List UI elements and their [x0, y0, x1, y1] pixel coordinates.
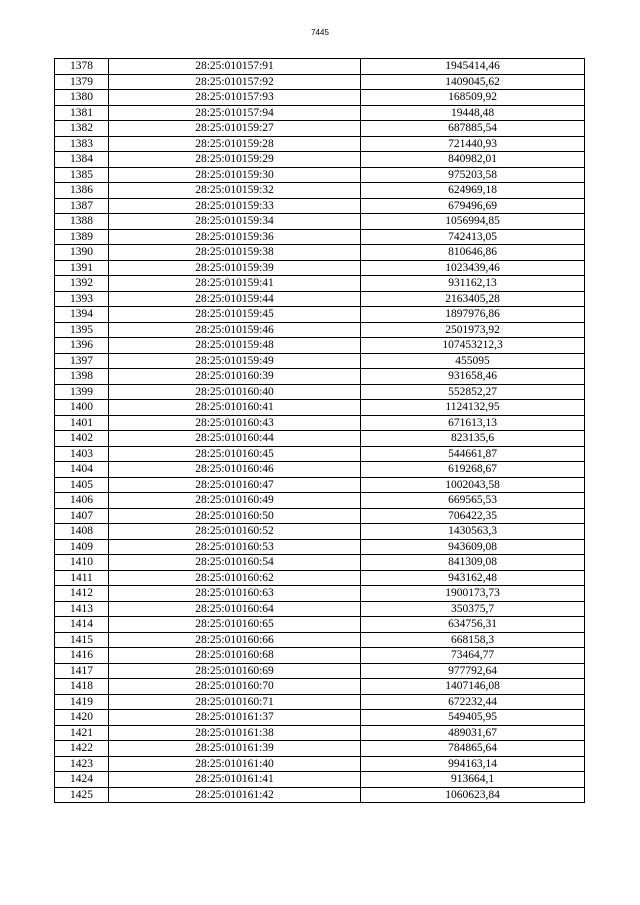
value-cell: 913664,1 — [361, 772, 585, 788]
table-row — [55, 167, 585, 183]
table-row — [55, 725, 585, 741]
cadastral-number-cell: 28:25:010160:44 — [109, 431, 361, 447]
row-number-cell: 1414 — [55, 617, 109, 633]
cadastral-number-cell: 28:25:010159:32 — [109, 183, 361, 199]
cadastral-number-cell: 28:25:010160:54 — [109, 555, 361, 571]
row-number-cell: 1392 — [55, 276, 109, 292]
table-row — [55, 601, 585, 617]
value-cell: 687885,54 — [361, 121, 585, 137]
row-number-cell: 1400 — [55, 400, 109, 416]
value-cell: 669565,53 — [361, 493, 585, 509]
value-cell: 619268,67 — [361, 462, 585, 478]
cadastral-number-cell: 28:25:010160:39 — [109, 369, 361, 385]
cadastral-number-cell: 28:25:010161:41 — [109, 772, 361, 788]
value-cell: 671613,13 — [361, 415, 585, 431]
value-cell: 742413,05 — [361, 229, 585, 245]
cadastral-number-cell: 28:25:010159:48 — [109, 338, 361, 354]
value-cell: 1023439,46 — [361, 260, 585, 276]
cadastral-number-cell: 28:25:010159:33 — [109, 198, 361, 214]
value-cell: 455095 — [361, 353, 585, 369]
table-row — [55, 772, 585, 788]
row-number-cell: 1418 — [55, 679, 109, 695]
table-row — [55, 384, 585, 400]
row-number-cell: 1421 — [55, 725, 109, 741]
row-number-cell: 1380 — [55, 90, 109, 106]
value-cell: 672232,44 — [361, 694, 585, 710]
row-number-cell: 1387 — [55, 198, 109, 214]
cadastral-number-cell: 28:25:010159:46 — [109, 322, 361, 338]
row-number-cell: 1381 — [55, 105, 109, 121]
table-row — [55, 415, 585, 431]
table-row — [55, 493, 585, 509]
row-number-cell: 1406 — [55, 493, 109, 509]
table-row — [55, 710, 585, 726]
table-row — [55, 741, 585, 757]
cadastral-number-cell: 28:25:010161:42 — [109, 787, 361, 803]
row-number-cell: 1394 — [55, 307, 109, 323]
row-number-cell: 1405 — [55, 477, 109, 493]
cadastral-number-cell: 28:25:010160:69 — [109, 663, 361, 679]
table-row — [55, 105, 585, 121]
table-row — [55, 338, 585, 354]
table-row — [55, 59, 585, 75]
table-row — [55, 632, 585, 648]
row-number-cell: 1401 — [55, 415, 109, 431]
value-cell: 1897976,86 — [361, 307, 585, 323]
table-row — [55, 322, 585, 338]
table-row — [55, 260, 585, 276]
table-row — [55, 245, 585, 261]
row-number-cell: 1383 — [55, 136, 109, 152]
row-number-cell: 1417 — [55, 663, 109, 679]
row-number-cell: 1382 — [55, 121, 109, 137]
table-row — [55, 756, 585, 772]
row-number-cell: 1425 — [55, 787, 109, 803]
table-row — [55, 183, 585, 199]
value-cell: 1060623,84 — [361, 787, 585, 803]
value-cell: 2501973,92 — [361, 322, 585, 338]
cadastral-number-cell: 28:25:010159:30 — [109, 167, 361, 183]
cadastral-number-cell: 28:25:010159:27 — [109, 121, 361, 137]
row-number-cell: 1384 — [55, 152, 109, 168]
cadastral-number-cell: 28:25:010160:70 — [109, 679, 361, 695]
table-row — [55, 229, 585, 245]
row-number-cell: 1398 — [55, 369, 109, 385]
row-number-cell: 1415 — [55, 632, 109, 648]
row-number-cell: 1408 — [55, 524, 109, 540]
table-row — [55, 307, 585, 323]
table-row — [55, 524, 585, 540]
row-number-cell: 1402 — [55, 431, 109, 447]
row-number-cell: 1422 — [55, 741, 109, 757]
cadastral-number-cell: 28:25:010160:68 — [109, 648, 361, 664]
cadastral-number-cell: 28:25:010160:50 — [109, 508, 361, 524]
cadastral-number-cell: 28:25:010161:40 — [109, 756, 361, 772]
row-number-cell: 1413 — [55, 601, 109, 617]
value-cell: 1900173,73 — [361, 586, 585, 602]
table-row — [55, 121, 585, 137]
table-row — [55, 276, 585, 292]
row-number-cell: 1423 — [55, 756, 109, 772]
page-number: 7445 — [311, 28, 329, 37]
table-row — [55, 431, 585, 447]
value-cell: 1409045,62 — [361, 74, 585, 90]
row-number-cell: 1386 — [55, 183, 109, 199]
row-number-cell: 1397 — [55, 353, 109, 369]
value-cell: 350375,7 — [361, 601, 585, 617]
table-row — [55, 663, 585, 679]
value-cell: 841309,08 — [361, 555, 585, 571]
row-number-cell: 1419 — [55, 694, 109, 710]
cadastral-number-cell: 28:25:010159:49 — [109, 353, 361, 369]
value-cell: 994163,14 — [361, 756, 585, 772]
value-cell: 668158,3 — [361, 632, 585, 648]
row-number-cell: 1403 — [55, 446, 109, 462]
cadastral-number-cell: 28:25:010159:44 — [109, 291, 361, 307]
cadastral-number-cell: 28:25:010161:38 — [109, 725, 361, 741]
value-cell: 624969,18 — [361, 183, 585, 199]
value-cell: 1056994,85 — [361, 214, 585, 230]
value-cell: 931162,13 — [361, 276, 585, 292]
value-cell: 931658,46 — [361, 369, 585, 385]
table-row — [55, 291, 585, 307]
row-number-cell: 1389 — [55, 229, 109, 245]
cadastral-number-cell: 28:25:010160:43 — [109, 415, 361, 431]
cadastral-number-cell: 28:25:010160:41 — [109, 400, 361, 416]
value-cell: 19448,48 — [361, 105, 585, 121]
value-cell: 975203,58 — [361, 167, 585, 183]
cadastral-number-cell: 28:25:010160:63 — [109, 586, 361, 602]
row-number-cell: 1395 — [55, 322, 109, 338]
value-cell: 549405,95 — [361, 710, 585, 726]
row-number-cell: 1390 — [55, 245, 109, 261]
value-cell: 634756,31 — [361, 617, 585, 633]
cadastral-number-cell: 28:25:010159:41 — [109, 276, 361, 292]
table-body — [55, 59, 585, 803]
table-row — [55, 136, 585, 152]
value-cell: 1124132,95 — [361, 400, 585, 416]
cadastral-number-cell: 28:25:010159:39 — [109, 260, 361, 276]
table-row — [55, 214, 585, 230]
row-number-cell: 1412 — [55, 586, 109, 602]
table-row — [55, 679, 585, 695]
cadastral-number-cell: 28:25:010157:94 — [109, 105, 361, 121]
cadastral-number-cell: 28:25:010160:64 — [109, 601, 361, 617]
cadastral-number-cell: 28:25:010157:93 — [109, 90, 361, 106]
value-cell: 943609,08 — [361, 539, 585, 555]
value-cell: 784865,64 — [361, 741, 585, 757]
cadastral-number-cell: 28:25:010157:91 — [109, 59, 361, 75]
cadastral-number-cell: 28:25:010159:36 — [109, 229, 361, 245]
value-cell: 977792,64 — [361, 663, 585, 679]
value-cell: 1430563,3 — [361, 524, 585, 540]
table-row — [55, 198, 585, 214]
cadastral-number-cell: 28:25:010160:71 — [109, 694, 361, 710]
cadastral-number-cell: 28:25:010157:92 — [109, 74, 361, 90]
table-row — [55, 446, 585, 462]
row-number-cell: 1416 — [55, 648, 109, 664]
row-number-cell: 1385 — [55, 167, 109, 183]
cadastral-number-cell: 28:25:010160:62 — [109, 570, 361, 586]
table-row — [55, 508, 585, 524]
table-row — [55, 570, 585, 586]
value-cell: 721440,93 — [361, 136, 585, 152]
table-row — [55, 539, 585, 555]
table-row — [55, 694, 585, 710]
row-number-cell: 1410 — [55, 555, 109, 571]
row-number-cell: 1388 — [55, 214, 109, 230]
cadastral-number-cell: 28:25:010161:37 — [109, 710, 361, 726]
row-number-cell: 1379 — [55, 74, 109, 90]
cadastral-number-cell: 28:25:010160:47 — [109, 477, 361, 493]
cadastral-number-cell: 28:25:010160:45 — [109, 446, 361, 462]
row-number-cell: 1411 — [55, 570, 109, 586]
cadastral-number-cell: 28:25:010159:28 — [109, 136, 361, 152]
cadastral-number-cell: 28:25:010159:45 — [109, 307, 361, 323]
table-row — [55, 353, 585, 369]
row-number-cell: 1393 — [55, 291, 109, 307]
row-number-cell: 1407 — [55, 508, 109, 524]
value-cell: 107453212,3 — [361, 338, 585, 354]
cadastral-number-cell: 28:25:010160:53 — [109, 539, 361, 555]
table-row — [55, 787, 585, 803]
value-cell: 1945414,46 — [361, 59, 585, 75]
cadastral-number-cell: 28:25:010160:49 — [109, 493, 361, 509]
table-row — [55, 369, 585, 385]
cadastral-number-cell: 28:25:010160:40 — [109, 384, 361, 400]
row-number-cell: 1404 — [55, 462, 109, 478]
cadastral-number-cell: 28:25:010160:65 — [109, 617, 361, 633]
value-cell: 810646,86 — [361, 245, 585, 261]
row-number-cell: 1391 — [55, 260, 109, 276]
table-row — [55, 152, 585, 168]
value-cell: 73464,77 — [361, 648, 585, 664]
value-cell: 706422,35 — [361, 508, 585, 524]
cadastral-number-cell: 28:25:010160:66 — [109, 632, 361, 648]
cadastral-number-cell: 28:25:010161:39 — [109, 741, 361, 757]
table-row — [55, 400, 585, 416]
row-number-cell: 1399 — [55, 384, 109, 400]
cadastral-value-table — [54, 58, 585, 803]
table-row — [55, 555, 585, 571]
row-number-cell: 1424 — [55, 772, 109, 788]
value-cell: 552852,27 — [361, 384, 585, 400]
table-row — [55, 477, 585, 493]
row-number-cell: 1378 — [55, 59, 109, 75]
value-cell: 2163405,28 — [361, 291, 585, 307]
value-cell: 679496,69 — [361, 198, 585, 214]
cadastral-number-cell: 28:25:010160:46 — [109, 462, 361, 478]
value-cell: 840982,01 — [361, 152, 585, 168]
row-number-cell: 1409 — [55, 539, 109, 555]
table-row — [55, 74, 585, 90]
cadastral-number-cell: 28:25:010159:34 — [109, 214, 361, 230]
table-row — [55, 617, 585, 633]
value-cell: 1002043,58 — [361, 477, 585, 493]
table-row — [55, 586, 585, 602]
value-cell: 168509,92 — [361, 90, 585, 106]
value-cell: 489031,67 — [361, 725, 585, 741]
value-cell: 823135,6 — [361, 431, 585, 447]
table-row — [55, 90, 585, 106]
table-row — [55, 648, 585, 664]
cadastral-number-cell: 28:25:010160:52 — [109, 524, 361, 540]
value-cell: 943162,48 — [361, 570, 585, 586]
cadastral-number-cell: 28:25:010159:38 — [109, 245, 361, 261]
cadastral-number-cell: 28:25:010159:29 — [109, 152, 361, 168]
row-number-cell: 1420 — [55, 710, 109, 726]
row-number-cell: 1396 — [55, 338, 109, 354]
table-row — [55, 462, 585, 478]
value-cell: 544661,87 — [361, 446, 585, 462]
value-cell: 1407146,08 — [361, 679, 585, 695]
